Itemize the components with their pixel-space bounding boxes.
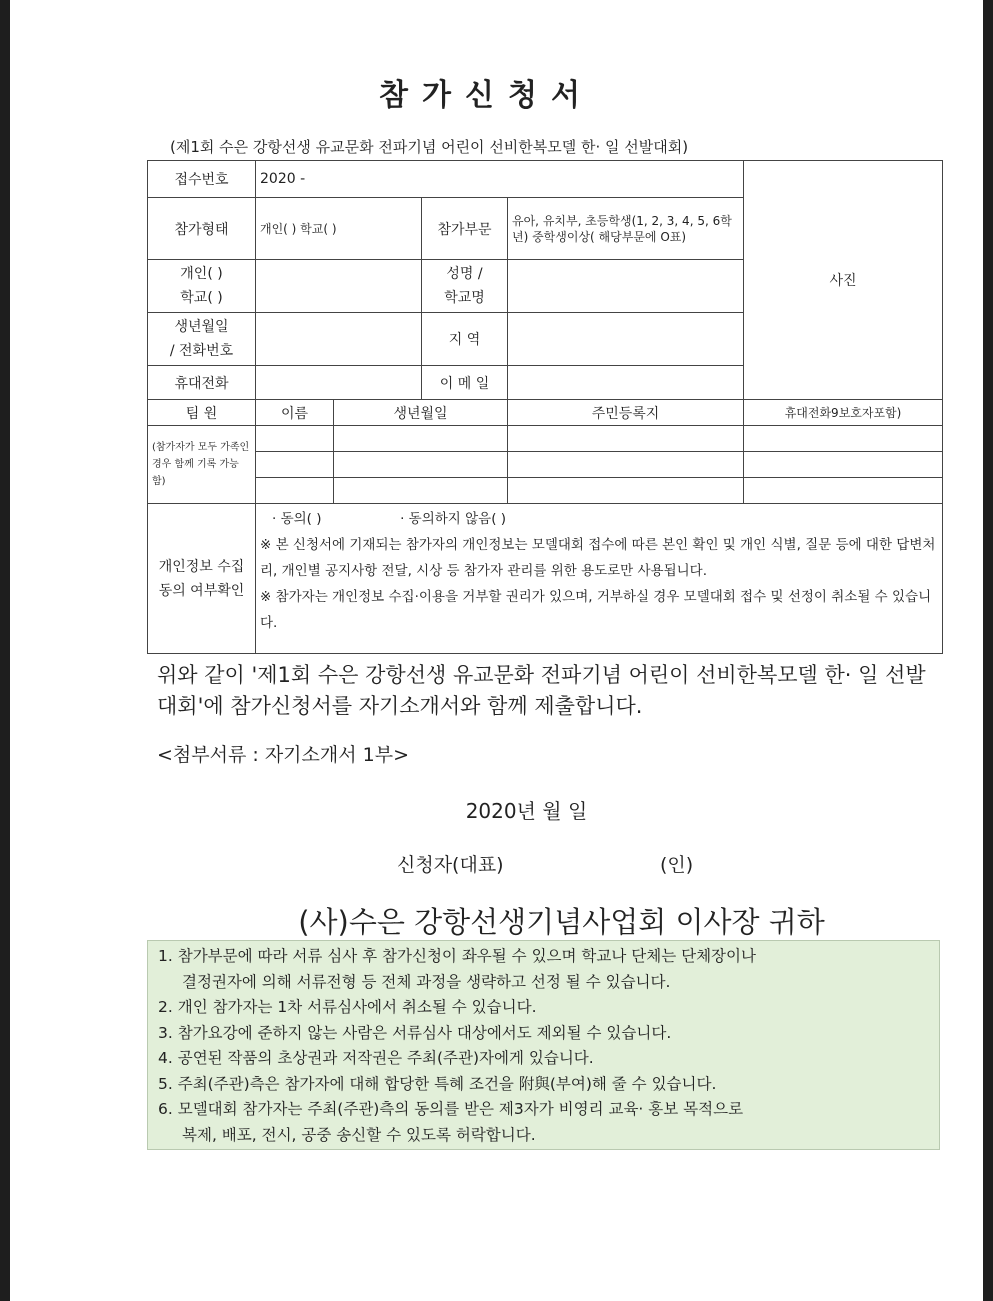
name-label-line2: 학교명 (444, 290, 485, 306)
team-note: (참가자가 모두 가족인 경우 함께 기록 가능함) (148, 426, 256, 504)
team-cell[interactable] (256, 452, 334, 478)
team-header-name: 이름 (256, 400, 334, 426)
individual-school-field[interactable] (256, 260, 422, 313)
name-field[interactable] (508, 260, 744, 313)
notes-box (147, 940, 940, 1150)
date-line: 2020년 월 일 (465, 799, 588, 823)
note-item: 결정권자에 의해 서류전형 등 전체 과정을 생략하고 선정 될 수 있습니다. (182, 972, 671, 991)
team-cell[interactable] (508, 452, 744, 478)
email-field[interactable] (508, 366, 943, 400)
consent-agree[interactable]: · 동의( ) (272, 511, 322, 527)
photo-box[interactable]: 사진 (744, 161, 943, 400)
consent-note-1: ※ 본 신청서에 기재되는 참가자의 개인정보는 모델대회 접수에 따른 본인 확인 및 개인 식별, 질문 등에 대한 답변처리, 개인별 공지사항 전달, 시상 등 참가자 관리를 위한 용도로만 사용됩니다. (260, 537, 936, 579)
team-cell[interactable] (334, 452, 508, 478)
name-label-line1: 성명 / (446, 266, 483, 282)
applicant-label: 신청자(대표) (397, 854, 504, 876)
mobile-field[interactable] (256, 366, 422, 400)
application-form-table (147, 160, 943, 654)
note-item: 6. 모델대회 참가자는 주최(주관)측의 동의를 받은 제3자가 비영리 교육· 홍보 목적으로 (158, 1100, 744, 1118)
team-header-address: 주민등록지 (508, 400, 744, 426)
receipt-value[interactable]: 2020 - (256, 161, 744, 198)
team-cell[interactable] (744, 452, 943, 478)
note-item: 2. 개인 참가자는 1차 서류심사에서 취소될 수 있습니다. (158, 998, 537, 1016)
mobile-label: 휴대전화 (148, 366, 256, 400)
team-cell[interactable] (508, 478, 744, 504)
school-label: 학교( ) (180, 290, 223, 306)
team-cell[interactable] (744, 426, 943, 452)
team-header-birth: 생년월일 (334, 400, 508, 426)
note-item: 복제, 배포, 전시, 공중 송신할 수 있도록 허락합니다. (182, 1125, 536, 1144)
consent-cell (256, 504, 943, 654)
team-label: 팀 원 (148, 400, 256, 426)
region-field[interactable] (508, 313, 744, 366)
note-item: 3. 참가요강에 준하지 않는 사람은 서류심사 대상에서도 제외될 수 있습니다. (158, 1023, 672, 1042)
note-item: 4. 공연된 작품의 초상권과 저작권은 주최(주관)자에게 있습니다. (158, 1049, 594, 1067)
team-cell[interactable] (744, 478, 943, 504)
consent-note-2: ※ 참가자는 개인정보 수집·이용을 거부할 권리가 있으며, 거부하실 경우 모델대회 접수 및 선정이 취소될 수 있습니다. (260, 589, 932, 631)
name-label (422, 260, 508, 313)
birth-phone-field[interactable] (256, 313, 422, 366)
consent-label: 개인정보 수집동의 여부확인 (148, 504, 256, 654)
division-label: 참가부문 (422, 198, 508, 260)
team-header-mobile: 휴대전화9보호자포함) (744, 400, 943, 426)
team-cell[interactable] (508, 426, 744, 452)
birth-phone-label (148, 313, 256, 366)
division-value[interactable]: 유아, 유치부, 초등학생(1, 2, 3, 4, 5, 6학년) 중학생이상( 해당부문에 O표) (508, 198, 744, 260)
note-item: 1. 참가부문에 따라 서류 심사 후 참가신청이 좌우될 수 있으며 학교나 단체는 단체장이나 (158, 947, 756, 965)
form-subtitle: (제1회 수은 강항선생 유교문화 전파기념 어린이 선비한복모델 한· 일 선발대회) (170, 138, 689, 156)
email-label: 이 메 일 (422, 366, 508, 400)
consent-disagree[interactable]: · 동의하지 않음( ) (400, 511, 507, 527)
birth-label-line1: 생년월일 (174, 319, 229, 335)
note-item: 5. 주최(주관)측은 참가자에 대해 합당한 특혜 조건을 附與(부여)해 줄 수 있습니다. (158, 1074, 717, 1093)
region-label: 지 역 (422, 313, 508, 366)
individual-school-label (148, 260, 256, 313)
declaration-text: 위와 같이 '제1회 수은 강항선생 유교문화 전파기념 어린이 선비한복모델 한· 일 선발대회'에 참가신청서를 자기소개서와 함께 제출합니다. (157, 663, 926, 718)
form-title: 참가신청서 (379, 78, 594, 113)
addressee-text: (사)수은 강항선생기념사업회 이사장 귀하 (298, 905, 825, 939)
team-cell[interactable] (256, 478, 334, 504)
team-cell[interactable] (256, 426, 334, 452)
individual-label: 개인( ) (180, 266, 223, 282)
birth-label-line2: / 전화번호 (169, 343, 234, 359)
type-value[interactable]: 개인( ) 학교( ) (256, 198, 422, 260)
team-cell[interactable] (334, 478, 508, 504)
team-cell[interactable] (334, 426, 508, 452)
seal-label: (인) (660, 854, 694, 876)
attachment-text: <첨부서류 : 자기소개서 1부> (157, 744, 409, 766)
receipt-label: 접수번호 (148, 161, 256, 198)
type-label: 참가형태 (148, 198, 256, 260)
